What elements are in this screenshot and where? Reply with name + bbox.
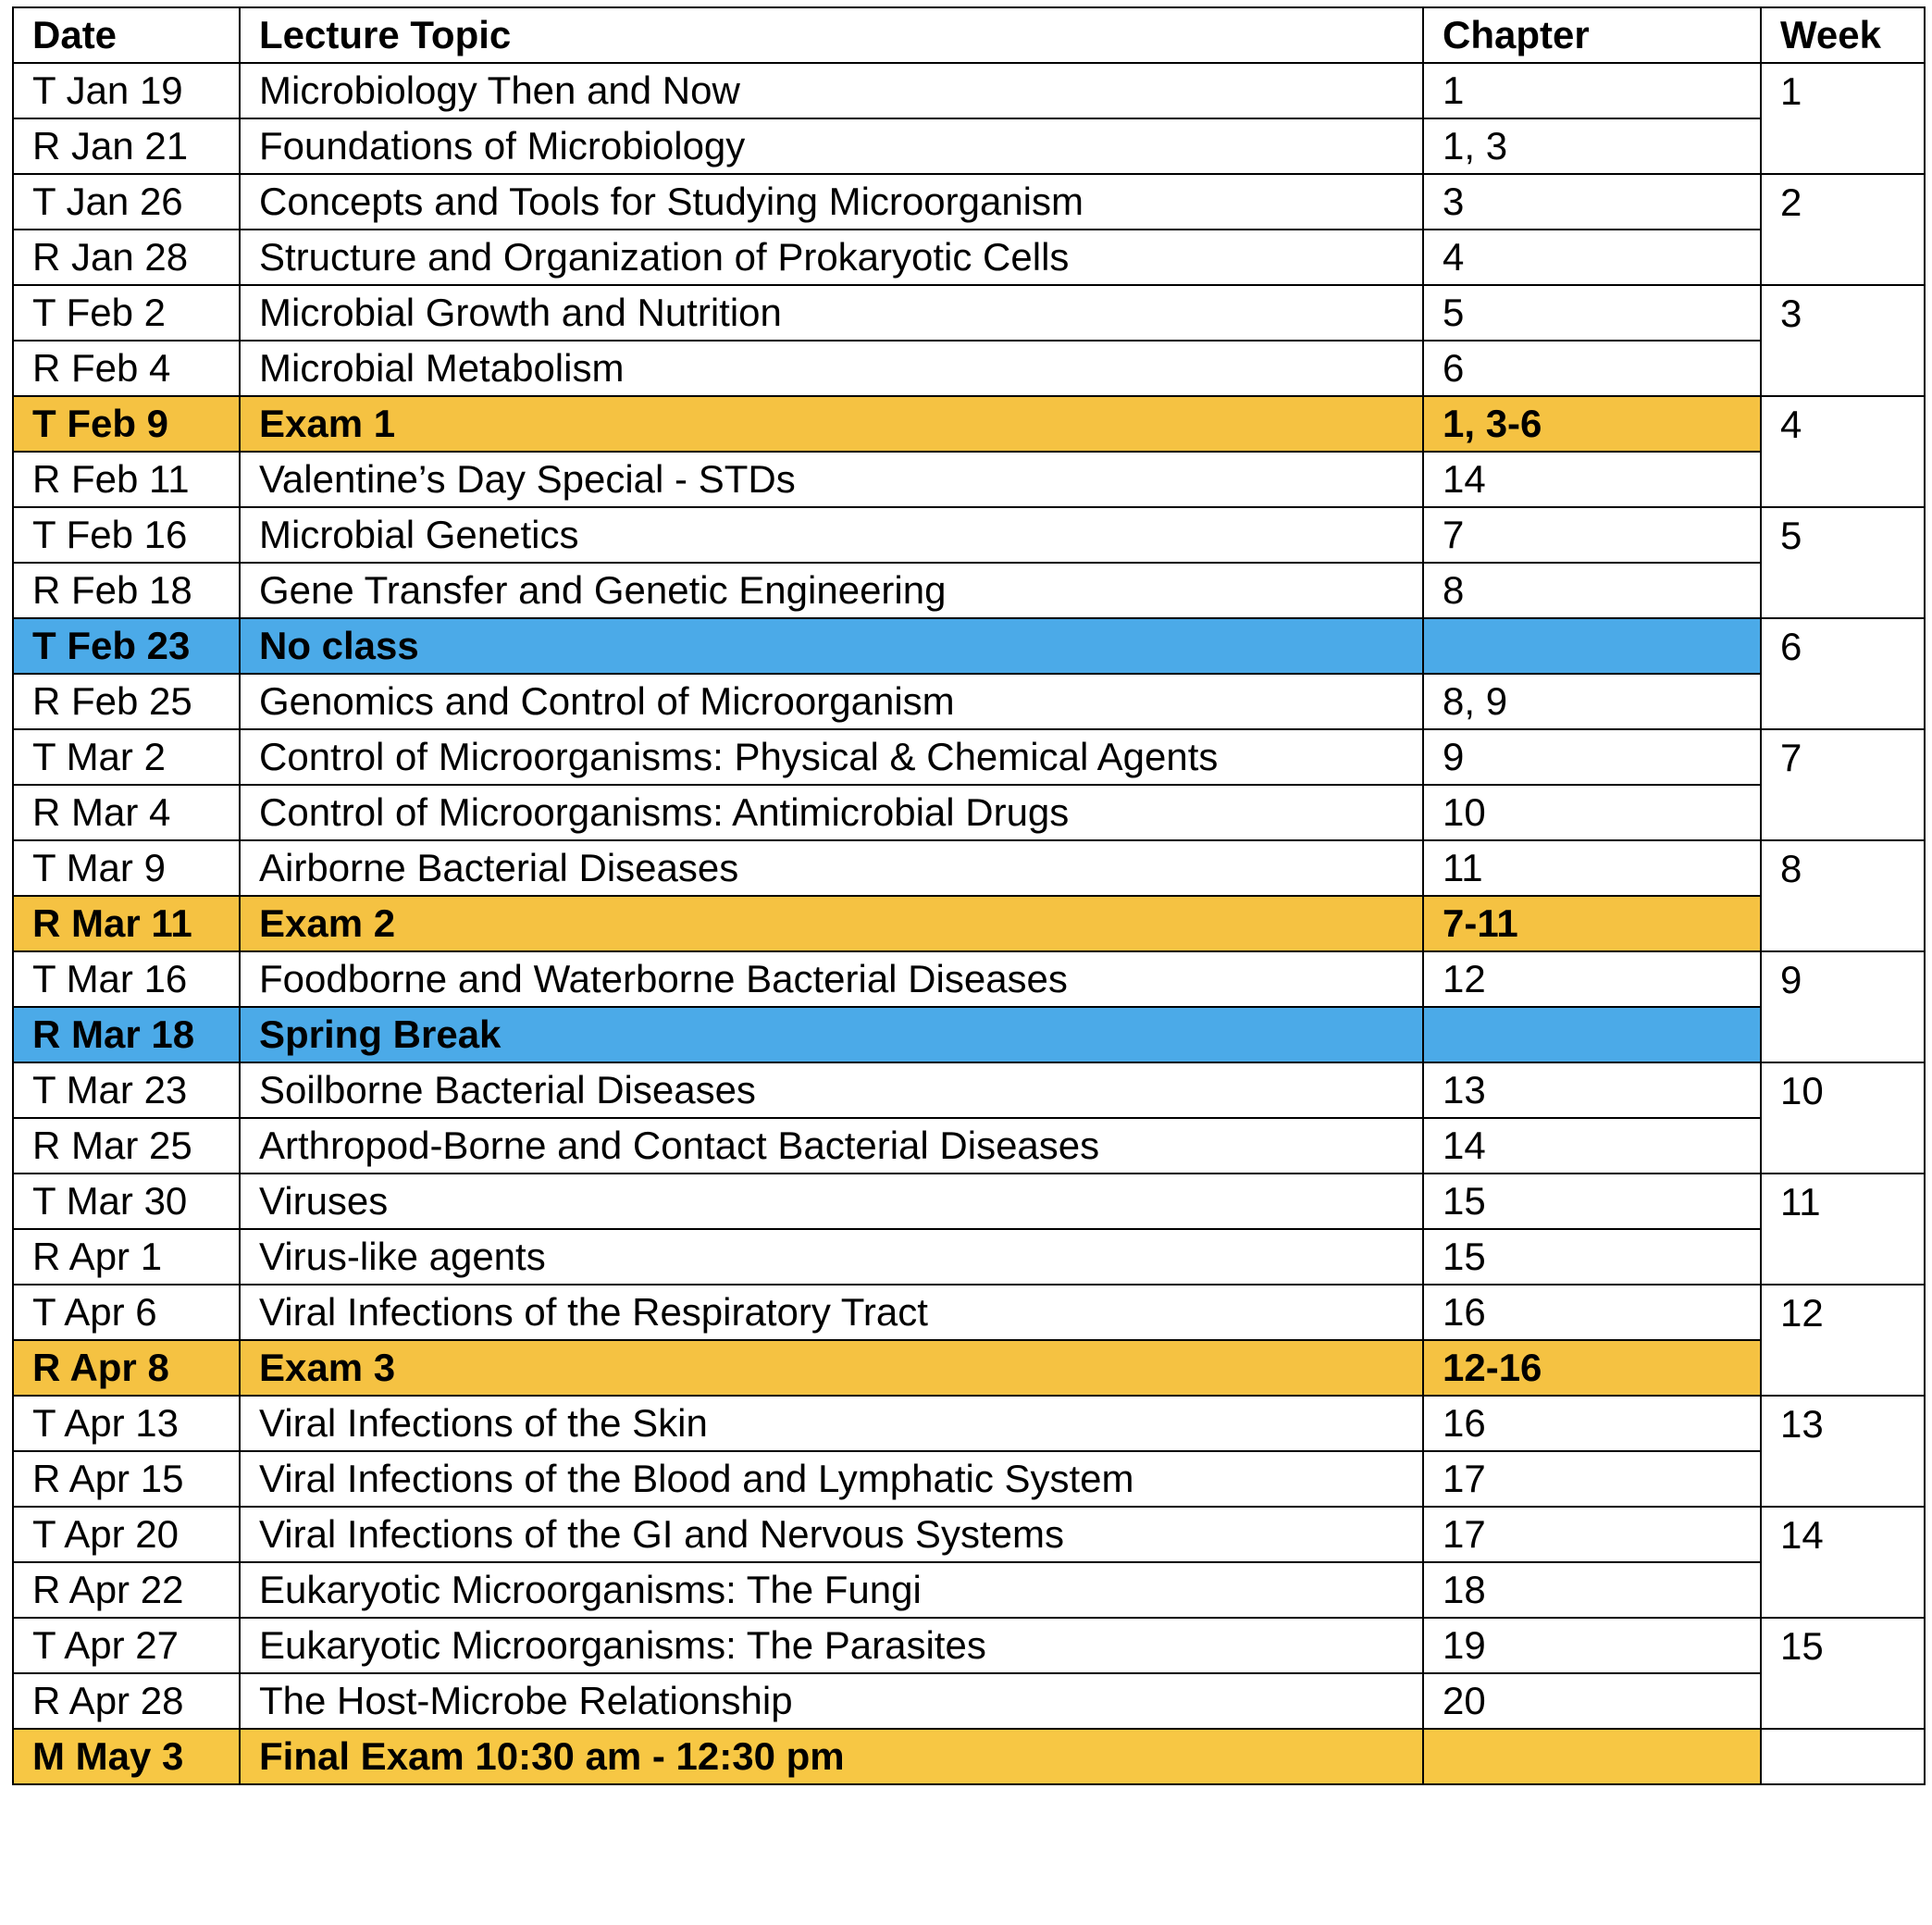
cell-date: T Mar 30	[13, 1174, 240, 1229]
cell-lecture-topic: Viral Infections of the Blood and Lymphatic System	[240, 1451, 1423, 1507]
cell-date: R Mar 25	[13, 1118, 240, 1174]
table-row	[13, 285, 1925, 341]
cell-date: T Feb 9	[13, 396, 240, 452]
cell-lecture-topic: Airborne Bacterial Diseases	[240, 840, 1423, 896]
cell-lecture-topic: Soilborne Bacterial Diseases	[240, 1062, 1423, 1118]
table-row	[13, 618, 1925, 674]
table-row	[13, 118, 1925, 174]
table-row	[13, 785, 1925, 840]
cell-chapter	[1423, 618, 1761, 674]
cell-date: T Apr 20	[13, 1507, 240, 1562]
table-row	[13, 1451, 1925, 1507]
cell-week: 2	[1761, 174, 1925, 285]
header-row	[13, 7, 1925, 63]
cell-chapter	[1423, 1729, 1761, 1784]
cell-date: T Feb 16	[13, 507, 240, 563]
table-row	[13, 951, 1925, 1007]
cell-date: R Mar 4	[13, 785, 240, 840]
cell-date: R Mar 11	[13, 896, 240, 951]
cell-lecture-topic: Eukaryotic Microorganisms: The Fungi	[240, 1562, 1423, 1618]
cell-chapter: 20	[1423, 1673, 1761, 1729]
cell-chapter: 9	[1423, 729, 1761, 785]
cell-week: 15	[1761, 1618, 1925, 1729]
cell-chapter: 1, 3	[1423, 118, 1761, 174]
cell-lecture-topic: Arthropod-Borne and Contact Bacterial Diseases	[240, 1118, 1423, 1174]
cell-lecture-topic: Concepts and Tools for Studying Microorganism	[240, 174, 1423, 230]
cell-chapter: 1, 3-6	[1423, 396, 1761, 452]
cell-date: T Feb 23	[13, 618, 240, 674]
cell-week: 10	[1761, 1062, 1925, 1174]
cell-chapter: 6	[1423, 341, 1761, 396]
cell-lecture-topic: Foodborne and Waterborne Bacterial Diseases	[240, 951, 1423, 1007]
table-row	[13, 563, 1925, 618]
cell-lecture-topic: Viruses	[240, 1174, 1423, 1229]
cell-date: R Apr 15	[13, 1451, 240, 1507]
cell-chapter: 12-16	[1423, 1340, 1761, 1396]
cell-date: R Feb 25	[13, 674, 240, 729]
cell-week: 7	[1761, 729, 1925, 840]
cell-chapter: 16	[1423, 1285, 1761, 1340]
cell-chapter: 1	[1423, 63, 1761, 118]
cell-week: 8	[1761, 840, 1925, 951]
cell-lecture-topic: Microbial Metabolism	[240, 341, 1423, 396]
cell-lecture-topic: Foundations of Microbiology	[240, 118, 1423, 174]
schedule-body	[13, 63, 1925, 1784]
header-lecture-topic: Lecture Topic	[240, 7, 1423, 63]
cell-week: 13	[1761, 1396, 1925, 1507]
table-row	[13, 1729, 1925, 1784]
cell-lecture-topic: Gene Transfer and Genetic Engineering	[240, 563, 1423, 618]
cell-lecture-topic: Valentine’s Day Special - STDs	[240, 452, 1423, 507]
table-row	[13, 230, 1925, 285]
cell-lecture-topic: Exam 1	[240, 396, 1423, 452]
cell-week: 6	[1761, 618, 1925, 729]
cell-chapter: 15	[1423, 1229, 1761, 1285]
cell-date: T Apr 27	[13, 1618, 240, 1673]
table-row	[13, 174, 1925, 230]
cell-lecture-topic: Viral Infections of the Skin	[240, 1396, 1423, 1451]
cell-chapter: 18	[1423, 1562, 1761, 1618]
cell-chapter: 17	[1423, 1507, 1761, 1562]
cell-date: R Jan 28	[13, 230, 240, 285]
cell-week: 11	[1761, 1174, 1925, 1285]
table-row	[13, 452, 1925, 507]
cell-lecture-topic: Control of Microorganisms: Antimicrobial Drugs	[240, 785, 1423, 840]
cell-chapter: 8, 9	[1423, 674, 1761, 729]
cell-date: T Feb 2	[13, 285, 240, 341]
cell-date: T Jan 19	[13, 63, 240, 118]
cell-chapter: 10	[1423, 785, 1761, 840]
cell-chapter: 16	[1423, 1396, 1761, 1451]
table-row	[13, 1229, 1925, 1285]
table-row	[13, 341, 1925, 396]
cell-date: R Apr 8	[13, 1340, 240, 1396]
cell-date: R Mar 18	[13, 1007, 240, 1062]
table-row	[13, 1062, 1925, 1118]
cell-lecture-topic: Viral Infections of the Respiratory Tract	[240, 1285, 1423, 1340]
cell-lecture-topic: The Host-Microbe Relationship	[240, 1673, 1423, 1729]
cell-lecture-topic: No class	[240, 618, 1423, 674]
table-row	[13, 1118, 1925, 1174]
cell-date: R Jan 21	[13, 118, 240, 174]
cell-week: 4	[1761, 396, 1925, 507]
cell-date: T Mar 23	[13, 1062, 240, 1118]
cell-chapter: 14	[1423, 1118, 1761, 1174]
cell-date: R Feb 18	[13, 563, 240, 618]
table-row	[13, 729, 1925, 785]
cell-date: M May 3	[13, 1729, 240, 1784]
cell-week: 3	[1761, 285, 1925, 396]
cell-lecture-topic: Viral Infections of the GI and Nervous Systems	[240, 1507, 1423, 1562]
table-row	[13, 1007, 1925, 1062]
cell-chapter: 7-11	[1423, 896, 1761, 951]
cell-lecture-topic: Exam 3	[240, 1340, 1423, 1396]
table-row	[13, 1507, 1925, 1562]
cell-chapter: 11	[1423, 840, 1761, 896]
cell-date: R Apr 22	[13, 1562, 240, 1618]
cell-date: T Mar 2	[13, 729, 240, 785]
cell-chapter: 8	[1423, 563, 1761, 618]
cell-chapter: 5	[1423, 285, 1761, 341]
cell-lecture-topic: Microbial Growth and Nutrition	[240, 285, 1423, 341]
cell-week	[1761, 1729, 1925, 1784]
cell-date: R Apr 28	[13, 1673, 240, 1729]
cell-date: R Feb 11	[13, 452, 240, 507]
cell-chapter: 4	[1423, 230, 1761, 285]
header-date: Date	[13, 7, 240, 63]
cell-chapter: 19	[1423, 1618, 1761, 1673]
cell-lecture-topic: Final Exam 10:30 am - 12:30 pm	[240, 1729, 1423, 1784]
cell-date: R Apr 1	[13, 1229, 240, 1285]
cell-chapter: 12	[1423, 951, 1761, 1007]
cell-week: 5	[1761, 507, 1925, 618]
cell-date: T Mar 16	[13, 951, 240, 1007]
cell-lecture-topic: Virus-like agents	[240, 1229, 1423, 1285]
table-row	[13, 1285, 1925, 1340]
cell-date: T Apr 13	[13, 1396, 240, 1451]
table-row	[13, 507, 1925, 563]
cell-chapter: 17	[1423, 1451, 1761, 1507]
schedule-table	[12, 6, 1926, 1785]
table-row	[13, 896, 1925, 951]
cell-week: 14	[1761, 1507, 1925, 1618]
table-row	[13, 1673, 1925, 1729]
cell-lecture-topic: Control of Microorganisms: Physical & Chemical Agents	[240, 729, 1423, 785]
cell-week: 9	[1761, 951, 1925, 1062]
cell-chapter: 13	[1423, 1062, 1761, 1118]
table-row	[13, 1396, 1925, 1451]
table-row	[13, 63, 1925, 118]
cell-chapter: 7	[1423, 507, 1761, 563]
cell-chapter: 3	[1423, 174, 1761, 230]
table-row	[13, 674, 1925, 729]
cell-week: 12	[1761, 1285, 1925, 1396]
table-row	[13, 396, 1925, 452]
cell-date: T Apr 6	[13, 1285, 240, 1340]
cell-week: 1	[1761, 63, 1925, 174]
cell-date: R Feb 4	[13, 341, 240, 396]
table-row	[13, 1340, 1925, 1396]
table-row	[13, 840, 1925, 896]
cell-chapter	[1423, 1007, 1761, 1062]
cell-lecture-topic: Microbiology Then and Now	[240, 63, 1423, 118]
table-row	[13, 1562, 1925, 1618]
cell-lecture-topic: Structure and Organization of Prokaryotic Cells	[240, 230, 1423, 285]
cell-lecture-topic: Exam 2	[240, 896, 1423, 951]
cell-lecture-topic: Genomics and Control of Microorganism	[240, 674, 1423, 729]
table-row	[13, 1174, 1925, 1229]
header-chapter: Chapter	[1423, 7, 1761, 63]
header-week: Week	[1761, 7, 1925, 63]
table-row	[13, 1618, 1925, 1673]
cell-chapter: 15	[1423, 1174, 1761, 1229]
cell-lecture-topic: Microbial Genetics	[240, 507, 1423, 563]
cell-date: T Jan 26	[13, 174, 240, 230]
cell-lecture-topic: Eukaryotic Microorganisms: The Parasites	[240, 1618, 1423, 1673]
cell-date: T Mar 9	[13, 840, 240, 896]
cell-chapter: 14	[1423, 452, 1761, 507]
cell-lecture-topic: Spring Break	[240, 1007, 1423, 1062]
